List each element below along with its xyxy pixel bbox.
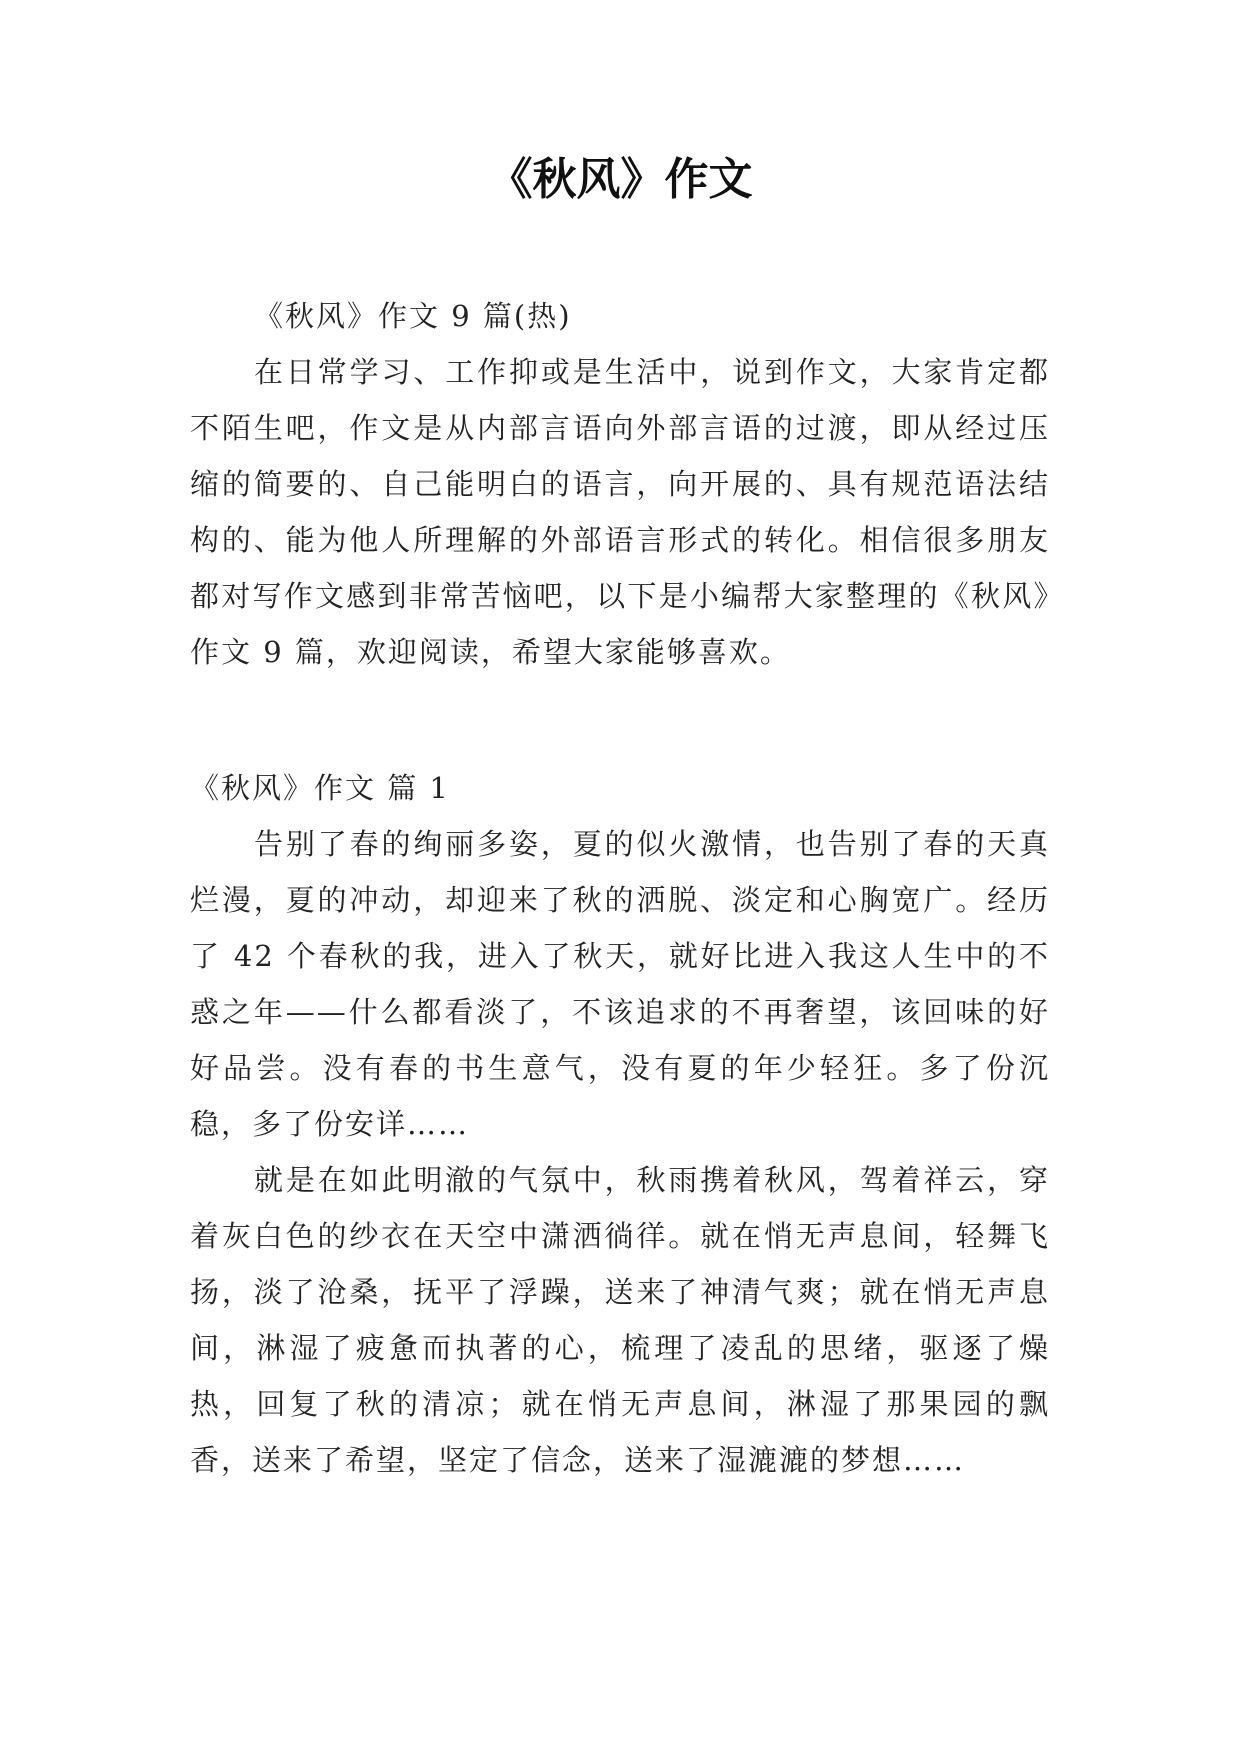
- document-title: 《秋风》作文: [488, 154, 753, 205]
- body-paragraph: 就是在如此明澈的气氛中，秋雨携着秋风，驾着祥云，穿着灰白色的纱衣在天空中潇洒徜徉。就在悄无声息间，轻舞飞扬，淡了沧桑，抚平了浮躁，送来了神清气爽；就在悄无声息间，淋湿了疲惫而执著的心，梳理了凌乱的思绪，驱逐了燥热，回复了秋的清凉；就在悄无声息间，淋湿了那果园的飘香，送来了希望，坚定了信念，送来了湿漉漉的梦想……: [190, 1163, 1050, 1477]
- body-paragraph: 告别了春的绚丽多姿，夏的似火激情，也告别了春的天真烂漫，夏的冲动，却迎来了秋的洒脱、淡定和心胸宽广。经历了 42 个春秋的我，进入了秋天，就好比进入我这人生中的不惑之年——什么都看淡了，不该追求的不再奢望，该回味的好好品尝。没有春的书生意气，没有夏的年少轻狂。多了份沉稳，多了份安详……: [190, 827, 1050, 1141]
- section-body: [190, 816, 1050, 1488]
- intro-paragraph: 在日常学习、工作抑或是生活中，说到作文，大家肯定都不陌生吧，作文是从内部言语向外部言语的过渡，即从经过压缩的简要的、自己能明白的语言，向开展的、具有规范语法结构的、能为他人所理解的外部语言形式的转化。相信很多朋友都对写作文感到非常苦恼吧，以下是小编帮大家整理的《秋风》作文 9 篇，欢迎阅读，希望大家能够喜欢。: [190, 355, 1050, 669]
- document-subtitle: 《秋风》作文 9 篇(热): [254, 299, 572, 333]
- section-heading: 《秋风》作文 篇 1: [190, 771, 450, 805]
